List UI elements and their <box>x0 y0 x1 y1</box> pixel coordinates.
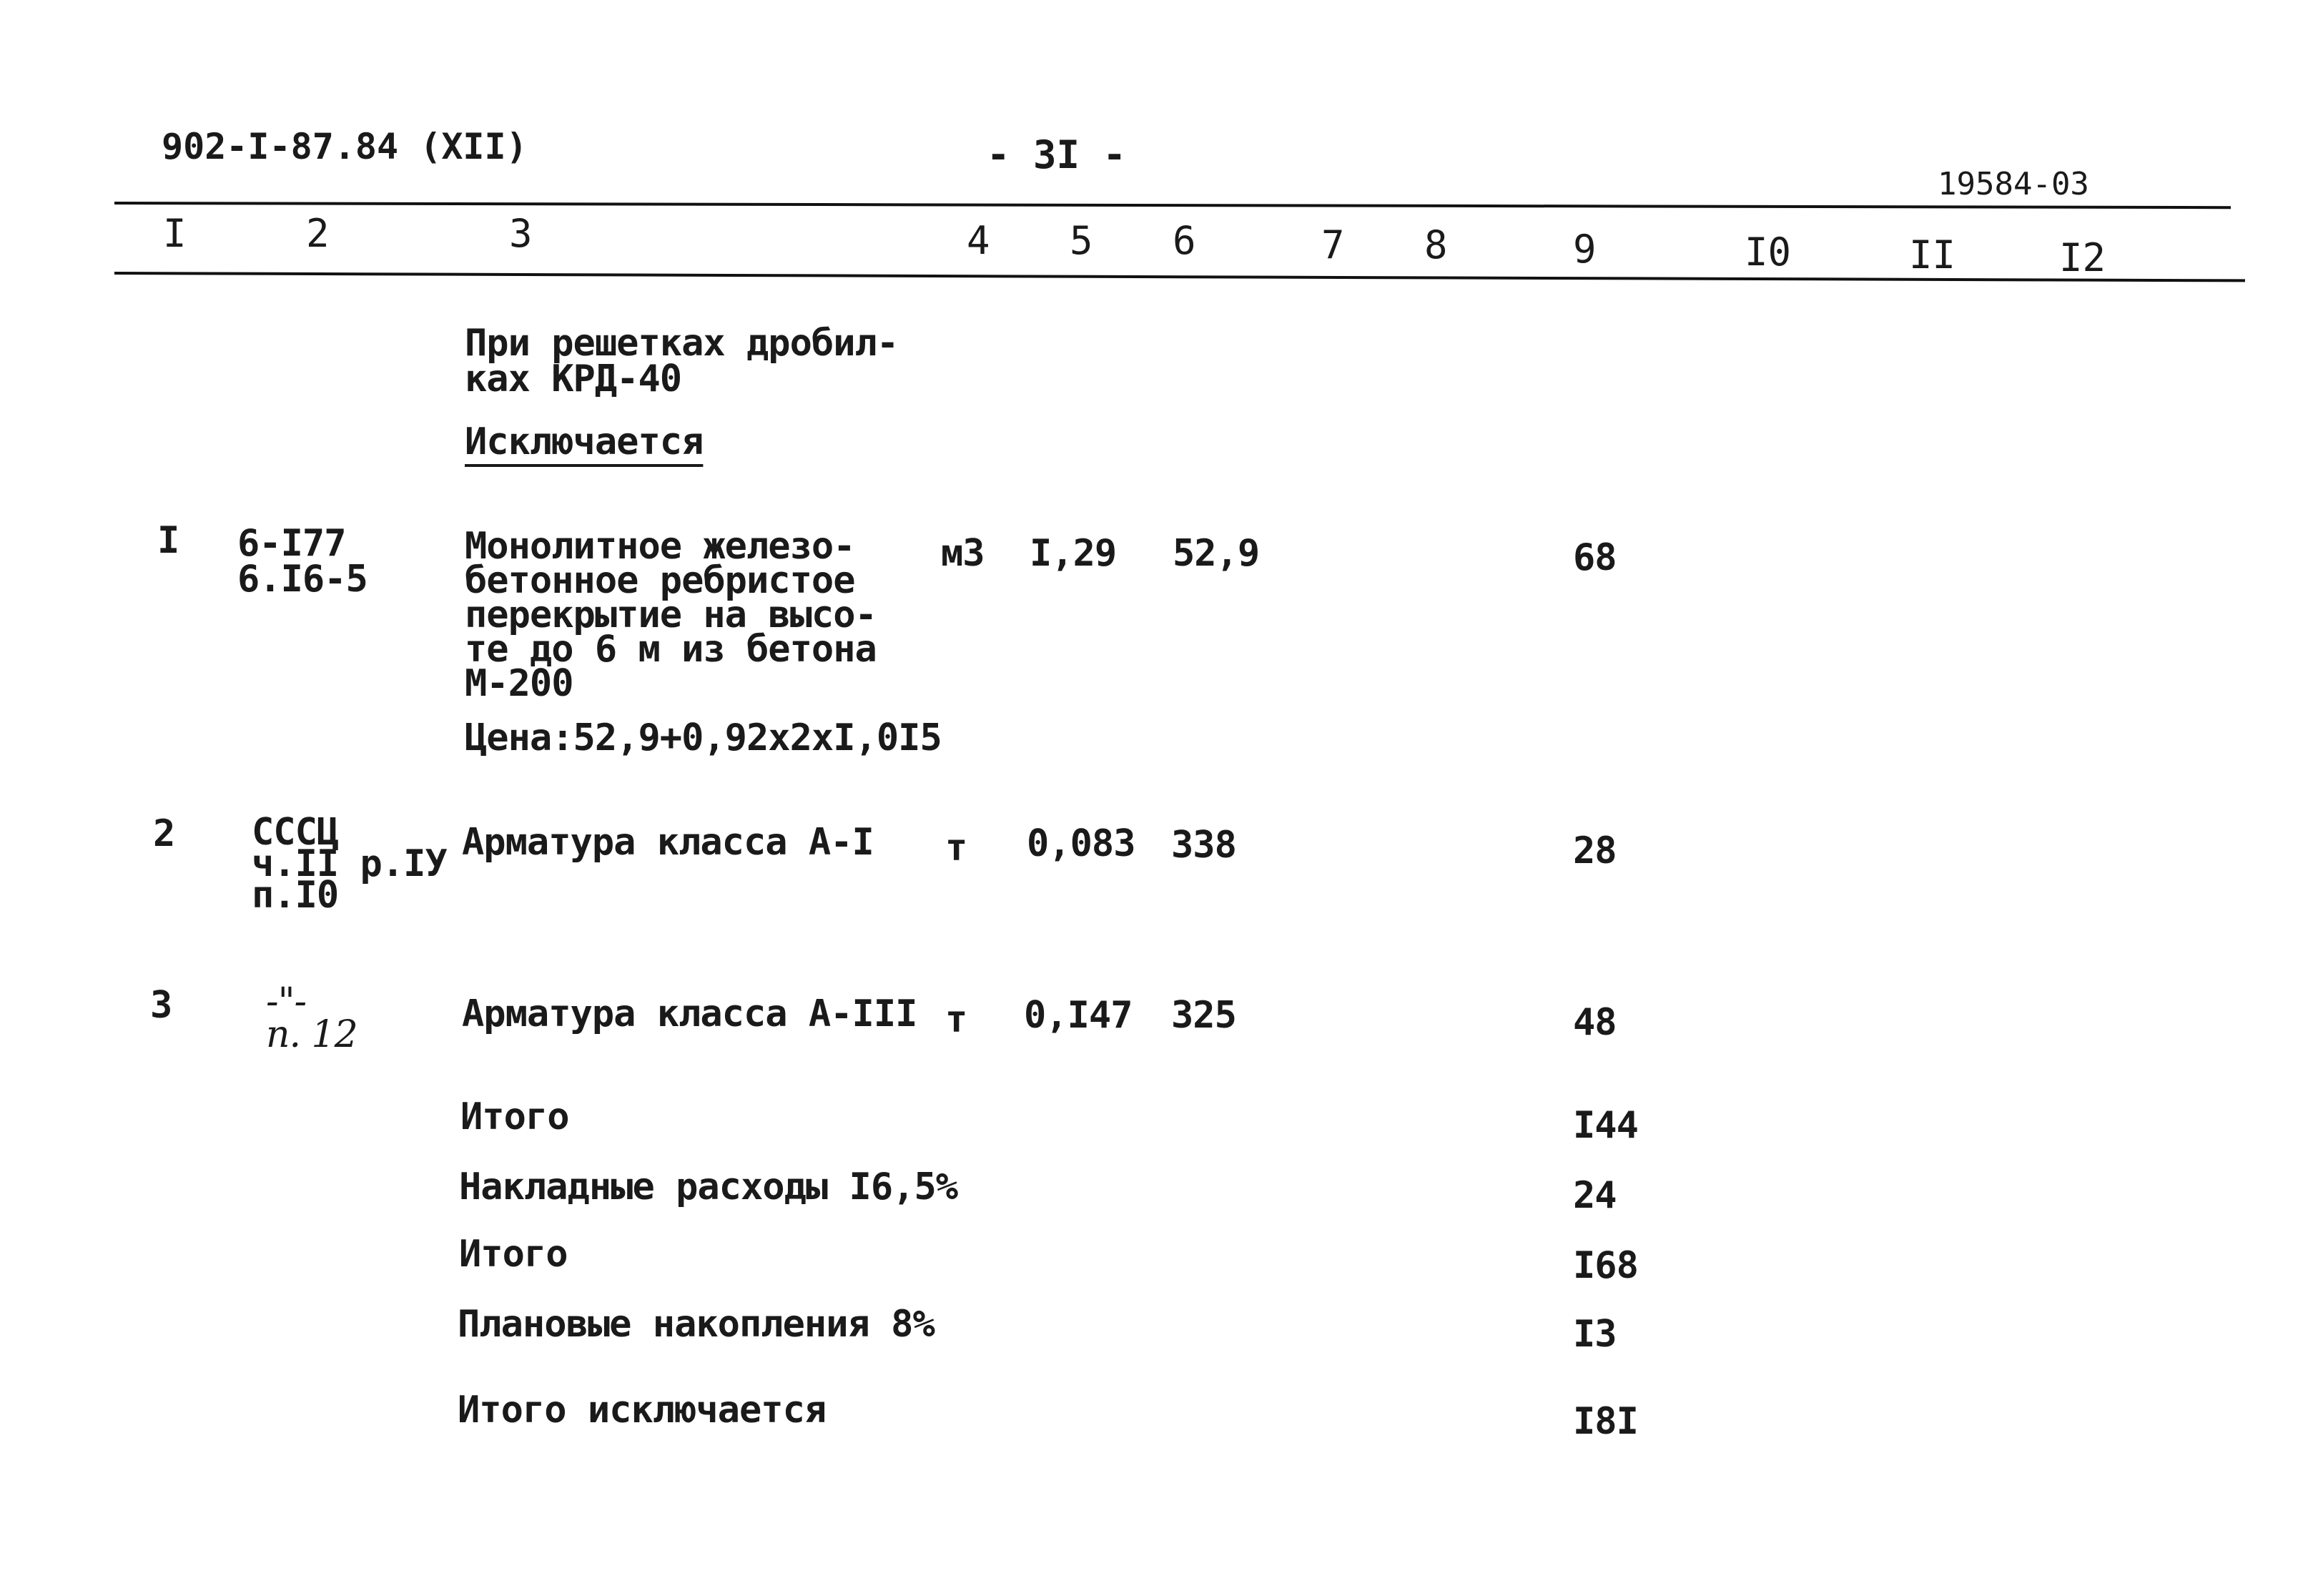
row-description: Арматура класса А-III <box>462 992 917 1035</box>
excluded-heading: Исключается <box>465 420 704 463</box>
summary-value-planned-savings: I3 <box>1573 1313 1617 1356</box>
row-code: -"- п. 12 <box>266 980 357 1056</box>
summary-value-overhead: 24 <box>1573 1174 1617 1217</box>
summary-label-subtotal-2: Итого <box>459 1233 568 1276</box>
row-quantity: 0,083 <box>1027 822 1135 865</box>
row-quantity: 0,I47 <box>1024 994 1133 1037</box>
row-unit-price: 338 <box>1171 824 1236 867</box>
section-condition-text: При решетках дробил- ках КРД-40 <box>465 322 899 400</box>
column-header-11: II <box>1909 232 1956 277</box>
column-header-12: I2 <box>2059 235 2106 280</box>
document-code: 902-I-87.84 (XII) <box>162 126 528 167</box>
column-header-2: 2 <box>306 211 330 256</box>
row-quantity: I,29 <box>1030 532 1117 575</box>
column-header-9: 9 <box>1573 227 1597 272</box>
column-header-8: 8 <box>1424 222 1448 267</box>
column-header-7: 7 <box>1321 222 1345 267</box>
row-price-formula: Цена:52,9+0,92х2хI,0I5 <box>465 716 942 759</box>
row-code: СССЦ ч.II р.IУ п.I0 <box>252 811 447 917</box>
row-unit: м3 <box>941 532 985 575</box>
summary-label-planned-savings: Плановые накопления 8% <box>458 1303 934 1346</box>
summary-value-total-excluded: I8I <box>1573 1400 1638 1443</box>
inventory-number: 19584-03 <box>1938 166 2089 202</box>
column-header-4: 4 <box>967 218 990 263</box>
column-header-6: 6 <box>1173 218 1196 263</box>
summary-label-subtotal: Итого <box>460 1095 569 1138</box>
row-unit: т <box>945 998 967 1041</box>
row-number: 3 <box>150 984 172 1027</box>
row-description: Монолитное железо- бетонное ребристое перекрытие на высо- те до 6 м из бетона М-200 <box>465 525 877 705</box>
row-total: 68 <box>1573 536 1617 579</box>
header-top-rule <box>114 202 2231 209</box>
summary-label-total-excluded: Итого исключается <box>458 1389 827 1432</box>
summary-value-subtotal: I44 <box>1573 1104 1638 1147</box>
column-header-1: I <box>163 211 187 256</box>
row-unit-price: 52,9 <box>1173 532 1260 575</box>
row-unit: т <box>945 827 967 870</box>
summary-label-overhead: Накладные расходы I6,5% <box>459 1166 958 1208</box>
row-unit-price: 325 <box>1171 994 1236 1037</box>
row-total: 48 <box>1573 1001 1617 1044</box>
row-description: Арматура класса А-I <box>462 821 874 864</box>
column-header-10: I0 <box>1745 230 1792 275</box>
column-header-5: 5 <box>1070 218 1093 263</box>
row-code: 6-I77 6.I6-5 <box>237 522 368 601</box>
row-number: I <box>157 519 179 562</box>
row-total: 28 <box>1573 829 1617 872</box>
page-number: - 3I - <box>987 132 1127 177</box>
column-header-3: 3 <box>509 211 533 256</box>
row-number: 2 <box>153 812 175 855</box>
summary-value-subtotal-2: I68 <box>1573 1244 1638 1287</box>
